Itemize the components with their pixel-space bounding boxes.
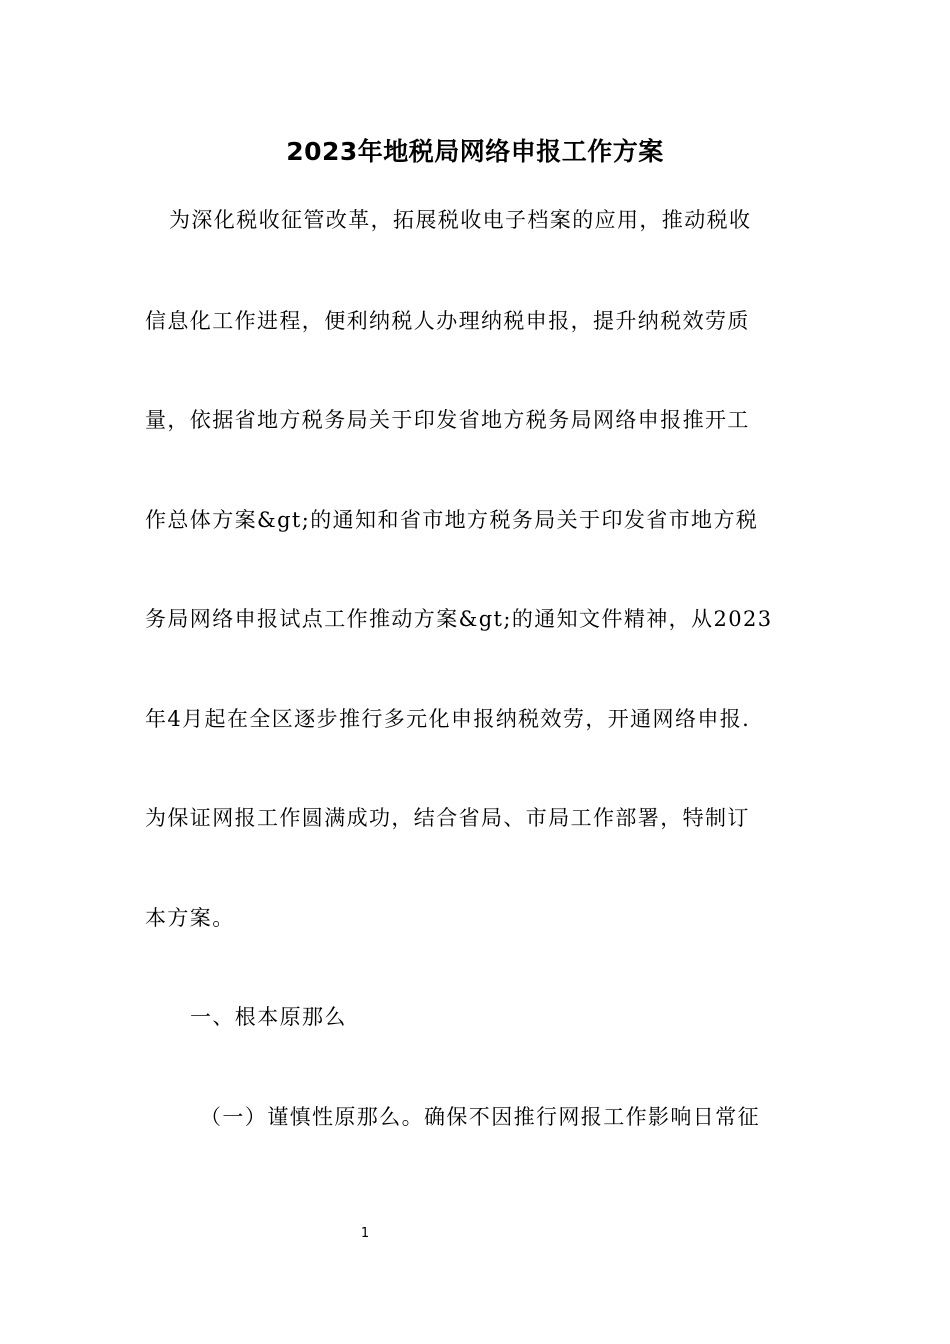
section-heading: 一、根本原那么 [190, 1005, 347, 1029]
page-number: 1 [360, 1226, 370, 1241]
paragraph-line: 量，依据省地方税务局关于印发省地方税务局网络申报推开工 [145, 408, 750, 432]
paragraph-line: 为保证网报工作圆满成功，结合省局、市局工作部署，特制订 [145, 806, 750, 830]
paragraph-line: 本方案。 [145, 906, 235, 930]
paragraph-line: 年4月起在全区逐步推行多元化申报纳税效劳，开通网络申报. [145, 707, 751, 731]
paragraph-line: 信息化工作进程，便利纳税人办理纳税申报，提升纳税效劳质 [145, 309, 750, 333]
paragraph-line: 作总体方案&gt;的通知和省市地方税务局关于印发省市地方税 [145, 508, 759, 532]
document-title: 2023年地税局网络申报工作方案 [286, 137, 664, 166]
paragraph-line: 为深化税收征管改革，拓展税收电子档案的应用，推动税收 [169, 208, 752, 232]
subsection-line: （一）谨慎性原那么。确保不因推行网报工作影响日常征 [200, 1105, 760, 1129]
paragraph-line: 务局网络申报试点工作推动方案&gt;的通知文件精神，从2023 [145, 607, 773, 631]
